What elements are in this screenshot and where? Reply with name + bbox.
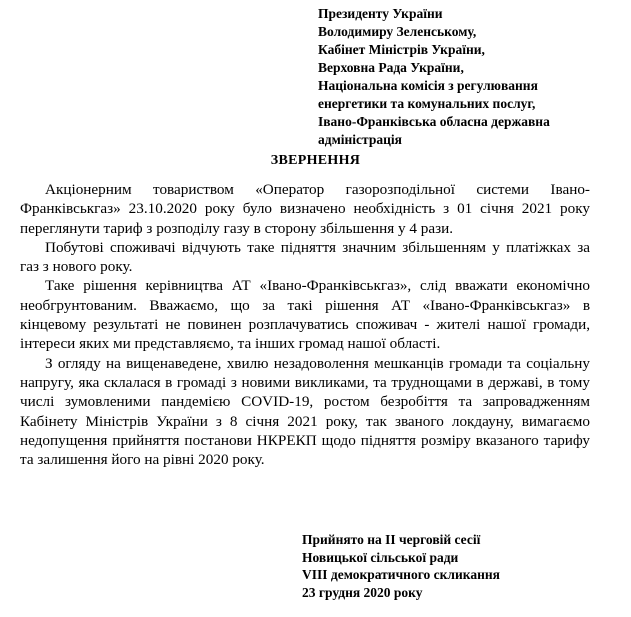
addressee-line: Кабінет Міністрів України,	[318, 42, 485, 57]
addressee-line: адміністрація	[318, 132, 402, 147]
addressee-line: енергетики та комунальних послуг,	[318, 96, 536, 111]
document-body	[20, 180, 590, 469]
addressee-line: Володимиру Зеленському,	[318, 24, 477, 39]
addressee-line: Івано-Франківська обласна державна	[318, 114, 550, 129]
addressee-block	[318, 5, 618, 149]
addressee-line: Президенту України	[318, 6, 443, 21]
signature-line: Прийнято на ІІ черговій сесії	[302, 532, 481, 547]
signature-line: 23 грудня 2020 року	[302, 584, 423, 600]
document-title: ЗВЕРНЕННЯ	[270, 153, 361, 168]
signature-line: Новицької сільської ради	[302, 549, 459, 565]
signature-block	[302, 531, 602, 601]
signature-line: VIII демократичного скликання	[302, 567, 500, 582]
addressee-line: Національна комісія з регулювання	[318, 78, 538, 93]
body-paragraph: Побутові споживачі відчують таке підняття значним збільшенням у платіжках за газ з нового року.	[20, 238, 590, 276]
body-paragraph: Таке рішення керівництва АТ «Івано-Франківськгаз», слід вважати економічно необгрунтованим. Вважаємо, що за такі рішення АТ «Івано-Франківськгаз» в кінцевому результаті не повинен розплачуватись споживач - жителі нашої громади, інтереси яких ми представляємо, та інших громад нашої області.	[20, 277, 590, 353]
body-paragraph: З огляду на вищенаведене, хвилю незадоволення мешканців громади та соціальну напругу, яка склалася в громаді з новими викликами, та труднощами в державі, в тому числі зумовленими пандемією COVID-19, ростом безробіття та запровадженням Кабінету Міністрів України з 8 січня 2021 року, так званого локдауну, вимагаємо недопущення прийняття постанови НКРЕКП щодо підняття розміру вказаного тарифу та залишення його на рівні 2020 року.	[20, 354, 590, 469]
body-paragraph: Акціонерним товариством «Оператор газорозподільної системи Івано-Франківськгаз» 23.10.2020 року було визначено необхідність з 01 січня 2021 року переглянути тариф з розподілу газу в сторону збільшення у 4 рази.	[20, 181, 590, 237]
addressee-line: Верховна Рада України,	[318, 60, 464, 75]
